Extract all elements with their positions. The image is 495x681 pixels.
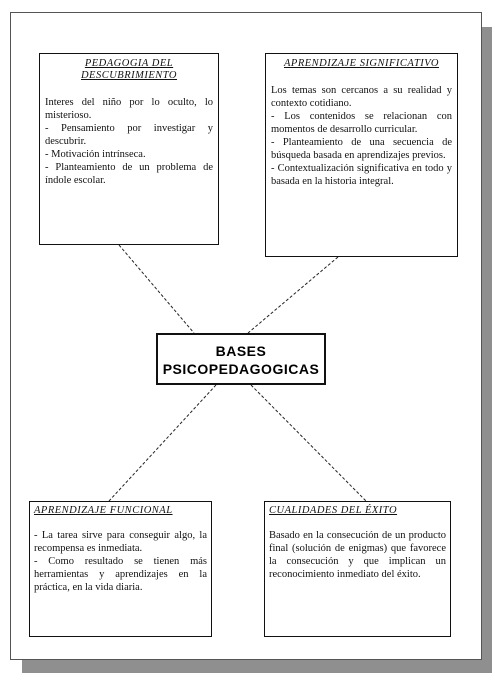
box-title: CUALIDADES DEL ÉXITO [269,505,398,516]
box-aprendizaje-significativo [265,53,458,257]
list-item: - Pensamiento por investigar y descubrir. [45,123,213,147]
list-item: Basado en la consecución de un producto final (solución de enigmas) que favorece la consecución y que implican un reconocimiento inmediato del éxito. [269,530,446,580]
list-item: - Planteamiento de una secuencia de búsqueda basada en aprendizajes previos. [271,137,452,161]
connector-bottom-left [109,385,216,501]
connector-top-right [248,257,338,333]
box-title: PEDAGOGIA DEL DESCUBRIMIENTO [80,58,178,81]
box-cualidades-exito [264,501,451,637]
box-pedagogia-descubrimiento [39,53,219,245]
center-title-line1: BASES [215,343,267,359]
box-title: APRENDIZAJE FUNCIONAL [34,505,173,516]
list-item: - Como resultado se tienen más herramientas y aprendizajes en la práctica, en la vida diaria. [34,556,207,593]
center-title-line2: PSICOPEDAGOGICAS [162,361,320,377]
connector-top-left [119,245,194,333]
list-item: - Los contenidos se relacionan con momentos de desarrollo curricular. [271,111,452,135]
center-node-bases-psicopedagogicas [156,333,326,385]
list-item: - Planteamiento de un problema de índole escolar. [45,162,213,186]
box-aprendizaje-funcional [29,501,212,637]
list-item: - La tarea sirve para conseguir algo, la recompensa es inmediata. [34,530,207,554]
connector-bottom-right [251,385,366,501]
diagram-page [10,12,482,660]
list-item: - Motivación intrínseca. [45,149,146,160]
list-item: Interes del niño por lo oculto, lo misterioso. [45,97,213,121]
list-item: Los temas son cercanos a su realidad y contexto cotidiano. [271,85,452,109]
box-title: APRENDIZAJE SIGNIFICATIVO [284,58,439,69]
list-item: - Contextualización significativa en todo y basada en la historia integral. [271,163,452,187]
